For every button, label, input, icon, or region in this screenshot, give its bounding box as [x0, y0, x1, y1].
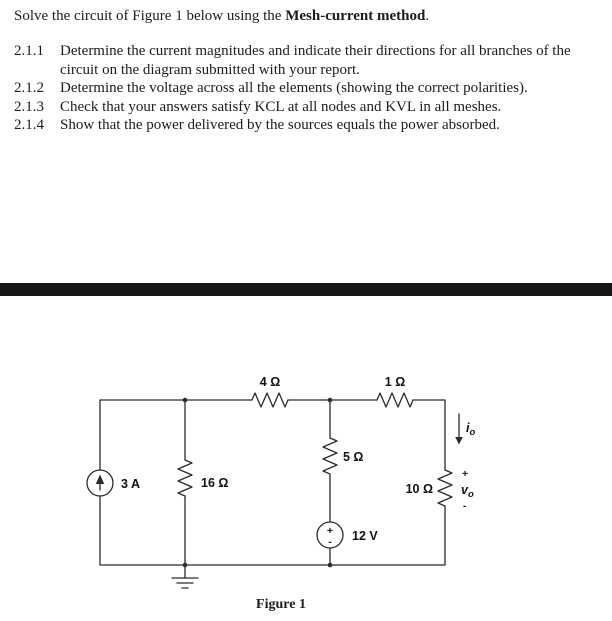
ground-symbol — [172, 578, 198, 588]
vo-variable: v — [461, 483, 468, 497]
label-10ohm: 10 Ω — [405, 482, 433, 496]
item-text: Check that your answers satisfy KCL at all nodes and KVL in all meshes. — [60, 98, 502, 115]
list-item-2-1-2 — [14, 79, 590, 98]
label-16ohm: 16 Ω — [201, 476, 229, 490]
item-text: Determine the voltage across all the elements (showing the correct polarities). — [60, 80, 528, 96]
current-source-arrowhead — [96, 475, 104, 485]
problem-statement-prefix: Solve the circuit of Figure 1 below using the — [14, 8, 286, 24]
label-12v: 12 V — [352, 529, 378, 543]
circuit-wires — [100, 400, 445, 578]
label-vo — [461, 483, 474, 500]
figure-caption: Figure 1 — [256, 597, 306, 612]
voltage-source-minus-sign: - — [328, 536, 332, 548]
item-text: Determine the current magnitudes and indicate their directions for all branches of the circuit on the diagram submitted with your report. — [60, 43, 571, 78]
section-divider — [0, 283, 612, 296]
node-dot-top-mid — [328, 398, 333, 403]
vo-subscript: o — [467, 489, 474, 500]
problem-statement-suffix: . — [425, 8, 430, 24]
node-dot-bottom-left — [183, 563, 188, 568]
item-number: 2.1.4 — [14, 117, 44, 133]
io-arrowhead — [455, 437, 463, 445]
resistor-1ohm — [377, 393, 413, 407]
resistor-10ohm — [438, 470, 452, 506]
item-text: Show that the power delivered by the sources equals the power absorbed. — [60, 117, 500, 133]
io-variable: i — [466, 421, 470, 435]
problem-statement-method: Mesh-current method — [285, 8, 426, 24]
problem-statement — [14, 7, 598, 26]
task-list — [14, 42, 590, 135]
vo-plus-sign: + — [462, 468, 469, 480]
circuit-diagram — [0, 348, 612, 600]
node-dot-bottom-mid — [328, 563, 333, 568]
voltage-source-plus-sign: + — [326, 525, 334, 537]
label-io — [466, 421, 475, 438]
label-4ohm: 4 Ω — [259, 375, 281, 389]
item-number: 2.1.1 — [14, 43, 44, 59]
resistor-4ohm — [252, 393, 288, 407]
list-item-2-1-4 — [14, 116, 590, 135]
vo-minus-sign: - — [463, 500, 467, 512]
label-5ohm: 5 Ω — [343, 450, 364, 464]
node-dot-top-left — [183, 398, 188, 403]
resistor-5ohm — [323, 438, 337, 474]
list-item-2-1-3 — [14, 98, 590, 117]
label-3a: 3 A — [121, 477, 140, 491]
resistor-16ohm — [178, 460, 192, 496]
item-number: 2.1.3 — [14, 98, 44, 115]
label-1ohm: 1 Ω — [384, 375, 406, 389]
list-item-2-1-1 — [14, 42, 590, 79]
item-number: 2.1.2 — [14, 80, 44, 96]
io-subscript: o — [469, 427, 476, 438]
